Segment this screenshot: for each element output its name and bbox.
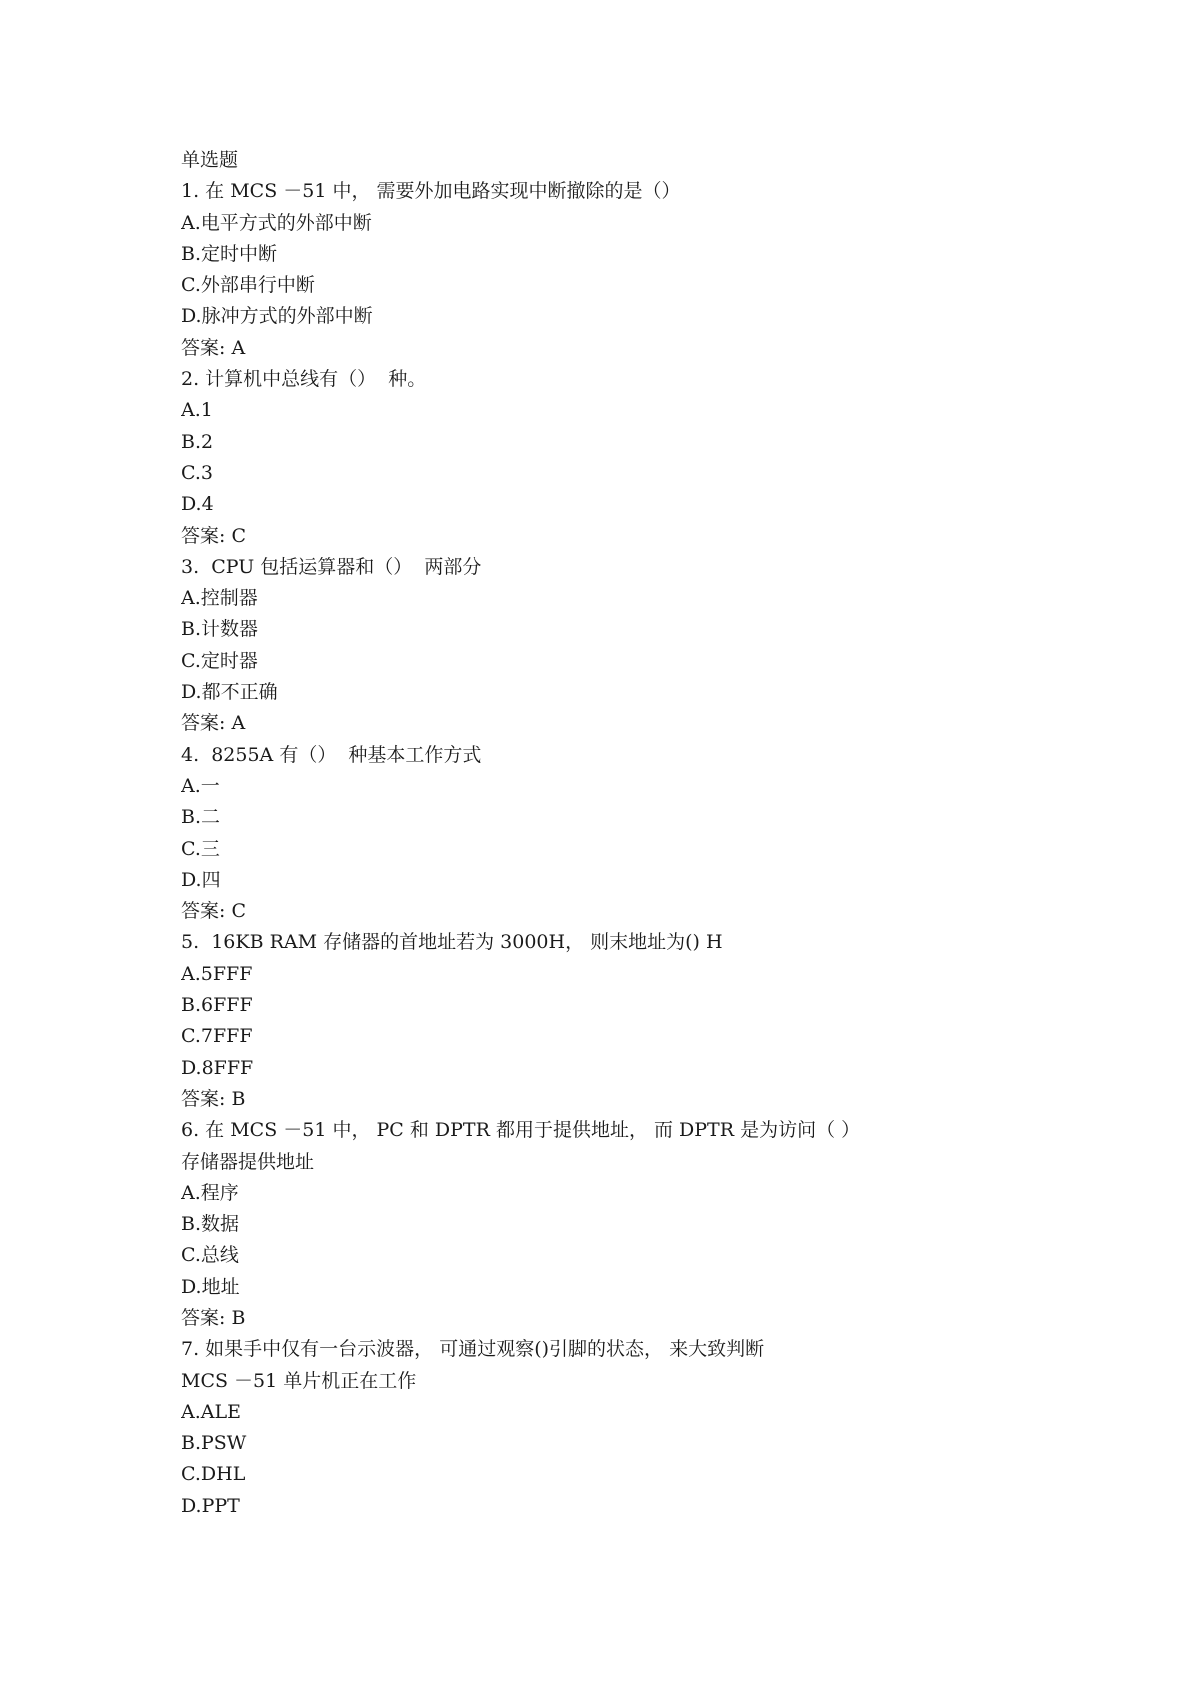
question-2-stem: 2. 计算机中总线有（） 种。 xyxy=(181,368,427,391)
question-4-option-c: C.三 xyxy=(181,837,220,860)
question-6-option-d: D.地址 xyxy=(181,1275,240,1298)
question-5-option-c: C.7FFF xyxy=(181,1025,253,1048)
question-1-stem: 1. 在 MCS －51 中， 需要外加电路实现中断撤除的是（） xyxy=(181,180,681,203)
question-1-option-d: D.脉冲方式的外部中断 xyxy=(181,305,373,328)
question-7-option-d: D.PPT xyxy=(181,1494,240,1517)
question-list xyxy=(181,145,1001,1522)
question-4-option-a: A.一 xyxy=(181,774,220,797)
question-7-option-c: C.DHL xyxy=(181,1463,246,1486)
question-3-option-a: A.控制器 xyxy=(181,587,258,610)
question-6-option-a: A.程序 xyxy=(181,1181,239,1204)
question-5-option-a: A.5FFF xyxy=(181,962,253,985)
question-4-stem: 4. 8255A 有（） 种基本工作方式 xyxy=(181,743,482,766)
question-4-option-d: D.四 xyxy=(181,868,221,891)
question-2-option-a: A.1 xyxy=(181,399,213,422)
question-3-answer: 答案: A xyxy=(181,712,246,735)
question-4-answer: 答案: C xyxy=(181,900,246,923)
question-6-option-c: C.总线 xyxy=(181,1244,239,1267)
question-3-option-d: D.都不正确 xyxy=(181,681,278,704)
question-3-stem: 3. CPU 包括运算器和（） 两部分 xyxy=(181,555,482,578)
question-5-option-b: B.6FFF xyxy=(181,994,253,1017)
question-3-option-c: C.定时器 xyxy=(181,649,258,672)
question-1-option-a: A.电平方式的外部中断 xyxy=(181,211,372,234)
question-7-stem: 7. 如果手中仅有一台示波器， 可通过观察()引脚的状态， 来大致判断 xyxy=(181,1338,765,1361)
question-2-option-c: C.3 xyxy=(181,461,213,484)
question-7-stem-continued: MCS －51 单片机正在工作 xyxy=(181,1369,417,1392)
question-3-option-b: B.计数器 xyxy=(181,618,259,641)
question-5-answer: 答案: B xyxy=(181,1087,246,1110)
question-6-answer: 答案: B xyxy=(181,1306,246,1329)
question-5-stem: 5. 16KB RAM 存储器的首地址若为 3000H， 则末地址为() H xyxy=(181,931,723,954)
question-5-option-d: D.8FFF xyxy=(181,1056,254,1079)
question-6-stem-continued: 存储器提供地址 xyxy=(181,1150,315,1173)
question-1-option-c: C.外部串行中断 xyxy=(181,274,315,297)
section-title: 单选题 xyxy=(181,149,239,171)
question-2-option-b: B.2 xyxy=(181,430,214,453)
question-4-option-b: B.二 xyxy=(181,806,221,829)
question-2-option-d: D.4 xyxy=(181,493,214,516)
question-6-option-b: B.数据 xyxy=(181,1213,240,1236)
question-7-option-a: A.ALE xyxy=(181,1400,241,1423)
question-6-stem: 6. 在 MCS －51 中， PC 和 DPTR 都用于提供地址， 而 DPTR 是为访问（ ） xyxy=(181,1119,861,1142)
question-1-option-b: B.定时中断 xyxy=(181,242,278,265)
question-7-option-b: B.PSW xyxy=(181,1432,247,1455)
question-1-answer: 答案: A xyxy=(181,336,246,359)
question-2-answer: 答案: C xyxy=(181,524,246,547)
